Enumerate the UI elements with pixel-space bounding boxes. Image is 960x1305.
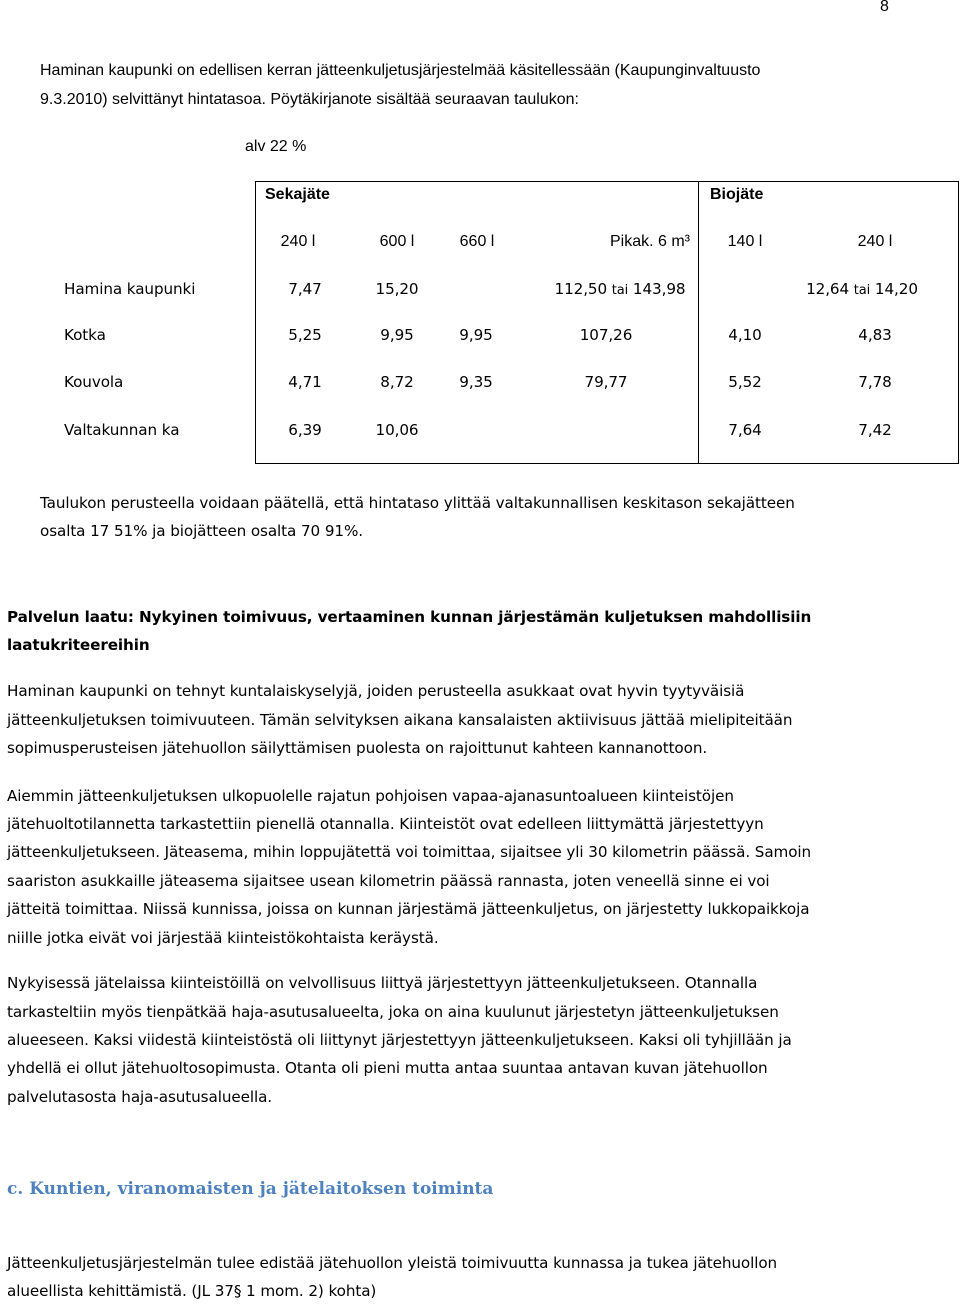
p3-line-1: Nykyisessä jätelaissa kiinteistöillä on velvollisuus liittyä järjestettyyn jätteenkuljetukseen. Otannalla <box>7 974 758 992</box>
p1-line-1: Haminan kaupunki on tehnyt kuntalaiskyselyjä, joiden perusteella asukkaat ovat hyvin tyytyväisiä <box>7 682 745 700</box>
p3-line-5: palvelutasosta haja-asutusalueella. <box>7 1088 273 1106</box>
p2-line-2: jätehuoltotilannetta tarkastettiin pienellä otannalla. Kiinteistöt ovat edelleen liittymättä järjestettyyn <box>7 815 764 833</box>
section-c-heading: c. Kuntien, viranomaisten ja jätelaitoksen toiminta <box>7 1179 494 1199</box>
cell-bio-240l: 7,42 <box>858 421 892 439</box>
table-bottom-border <box>255 463 958 464</box>
cell-bio-240l <box>762 280 960 298</box>
cell-pikak: 107,26 <box>579 326 633 344</box>
row-name: Kotka <box>64 326 106 344</box>
cell-bio-value-a: 12,64 <box>806 280 850 298</box>
row-name: Hamina kaupunki <box>64 280 196 298</box>
p2-line-1: Aiemmin jätteenkuljetuksen ulkopuolelle rajatun pohjoisen vapaa-ajanasuntoalueen kiinteistöjen <box>7 787 734 805</box>
cell-660l: 9,95 <box>459 326 493 344</box>
p2-line-4: saariston asukkaille jäteasema sijaitsee usean kilometrin päässä rannasta, joten veneellä sinne ei voi <box>7 872 770 890</box>
cell-pikak-value-a: 112,50 <box>554 280 608 298</box>
intro-line-1: Haminan kaupunki on edellisen kerran jätteenkuljetusjärjestelmää käsitellessään (Kaupunginvaltuusto <box>40 62 761 79</box>
page-number: 8 <box>880 0 889 15</box>
cell-240l: 4,71 <box>288 373 322 391</box>
cell-pikak-value-b: 143,98 <box>632 280 686 298</box>
p3-line-3: alueeseen. Kaksi viidestä kiinteistöstä oli liittynyt järjestettyyn jätteenkuljetukseen. Kaksi oli tyhjillään ja <box>7 1031 792 1049</box>
cell-bio-140l: 5,52 <box>728 373 762 391</box>
cell-pikak-tai: tai <box>611 283 629 298</box>
cell-660l: 9,35 <box>459 373 493 391</box>
final-line-1: Jätteenkuljetusjärjestelmän tulee edistää jätehuollon yleistä toimivuutta kunnassa ja tukea jätehuollon <box>7 1254 778 1272</box>
p2-line-5: jätteitä toimittaa. Niissä kunnissa, joissa on kunnan järjestämä jätteenkuljetus, on järjestetty lukkopaikkoja <box>7 900 810 918</box>
table-right-border <box>958 181 959 464</box>
p1-line-3: sopimusperusteisen jätehuollon säilyttämisen puolesta on rajoittunut kahteen kannanottoon. <box>7 739 708 757</box>
cell-240l: 7,47 <box>288 280 322 298</box>
col-header-600l: 600 l <box>379 233 415 250</box>
cell-pikak: 79,77 <box>584 373 628 391</box>
conclusion-line-1: Taulukon perusteella voidaan päätellä, että hintataso ylittää valtakunnallisen keskitason sekajätteen <box>40 494 795 512</box>
cell-pikak <box>520 280 720 298</box>
group-header-bio: Biojäte <box>710 186 764 203</box>
table-top-border <box>255 181 958 182</box>
table-group-divider <box>698 181 699 464</box>
col-header-660l: 660 l <box>459 233 495 250</box>
cell-600l: 9,95 <box>380 326 414 344</box>
quality-heading-line-1: Palvelun laatu: Nykyinen toimivuus, vertaaminen kunnan järjestämän kuljetuksen mahdollisiin <box>7 608 812 626</box>
vat-label: alv 22 % <box>245 138 307 155</box>
cell-600l: 10,06 <box>375 421 419 439</box>
cell-bio-140l: 4,10 <box>728 326 762 344</box>
col-header-pikak: Pikak. 6 m³ <box>609 233 690 250</box>
conclusion-line-2: osalta 17 51% ja biojätteen osalta 70 91%. <box>40 522 363 540</box>
final-line-2: alueellista kehittämistä. (JL 37§ 1 mom. 2) kohta) <box>7 1282 377 1300</box>
cell-240l: 5,25 <box>288 326 322 344</box>
row-name: Kouvola <box>64 373 124 391</box>
cell-600l: 8,72 <box>380 373 414 391</box>
p3-line-4: yhdellä ei ollut jätehuoltosopimusta. Otanta oli pieni mutta antaa suuntaa antavan kuvan jätehuollon <box>7 1059 768 1077</box>
table-left-border <box>255 181 256 464</box>
cell-240l: 6,39 <box>288 421 322 439</box>
p3-line-2: tarkasteltiin myös tienpätkää haja-asutusalueelta, joka on aina kuulunut järjestetyn jätteenkuljetuksen <box>7 1003 779 1021</box>
quality-heading-line-2: laatukriteereihin <box>7 636 150 654</box>
p1-line-2: jätteenkuljetuksen toimivuuteen. Tämän selvityksen aikana kansalaisten aktiivisuus jättää mielipiteitään <box>7 711 793 729</box>
col-header-bio-240l: 240 l <box>857 233 893 250</box>
cell-bio-140l: 7,64 <box>728 421 762 439</box>
cell-bio-240l: 7,78 <box>858 373 892 391</box>
col-header-240l: 240 l <box>280 233 316 250</box>
intro-line-2: 9.3.2010) selvittänyt hintatasoa. Pöytäkirjanote sisältää seuraavan taulukon: <box>40 91 579 108</box>
cell-600l: 15,20 <box>375 280 419 298</box>
row-name: Valtakunnan ka <box>64 421 180 439</box>
col-header-bio-140l: 140 l <box>727 233 763 250</box>
p2-line-3: jätteenkuljetukseen. Jäteasema, mihin loppujätettä voi toimittaa, sijaitsee yli 30 kilometrin päässä. Samoin <box>7 843 812 861</box>
cell-bio-240l: 4,83 <box>858 326 892 344</box>
group-header-mixed: Sekajäte <box>265 186 330 203</box>
cell-bio-tai: tai <box>853 283 871 298</box>
p2-line-6: niille jotka eivät voi järjestää kiinteistökohtaista keräystä. <box>7 929 439 947</box>
cell-bio-value-b: 14,20 <box>874 280 918 298</box>
